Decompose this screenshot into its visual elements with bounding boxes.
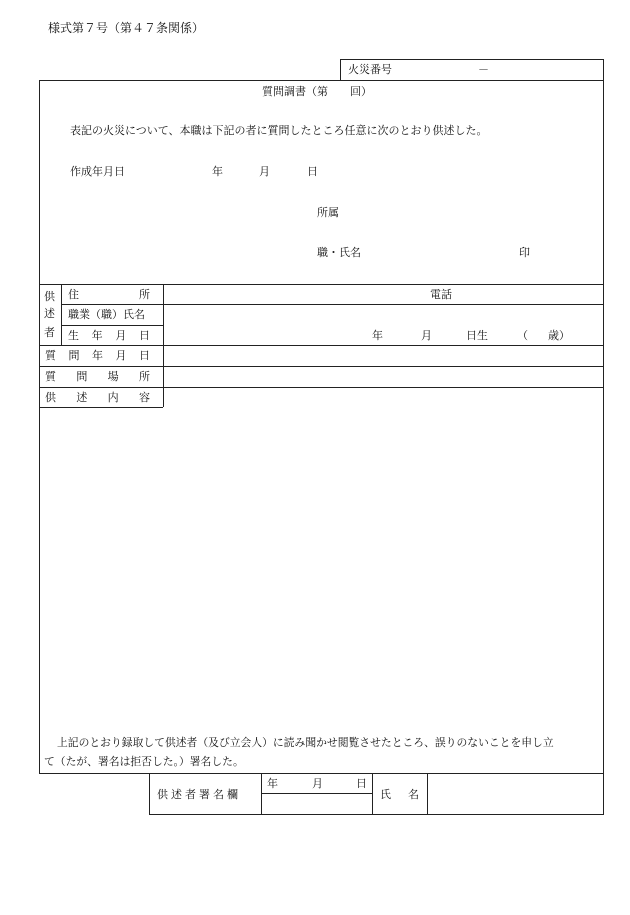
birth-label-char-4: 日 [138,329,150,342]
birth-day: 日生 [466,329,488,342]
table-top-line [39,284,604,285]
statement-char-3: 内 [107,391,119,404]
date-month: 月 [259,165,270,178]
occupation-bottom-line [61,325,163,326]
signature-date-line [261,793,372,794]
date-label: 作成年月日 [70,165,125,178]
respondent-side-char-1: 供 [44,290,55,303]
question-place-char-2: 問 [76,370,88,383]
signature-label: 供述者署名欄 [157,788,241,801]
signature-name-field[interactable] [428,774,603,814]
affiliation-label: 所属 [317,206,339,219]
date-year: 年 [212,165,223,178]
question-place-label [45,371,150,382]
question-place-char-3: 場 [107,370,119,383]
statement-char-2: 述 [76,391,88,404]
respondent-side-divider [61,284,62,345]
date-day: 日 [307,165,318,178]
closing-text-line-2: て（たが、署名は拒否した。）署名した。 [44,755,244,768]
question-date-label [45,350,150,361]
address-bottom-line [61,304,604,305]
birth-label-char-3: 月 [115,329,127,342]
statement-content-label [45,392,150,403]
respondent-side-char-2: 述 [44,307,55,320]
question-date-char-5: 日 [139,349,150,362]
signature-name-label [380,789,419,800]
signature-year: 年 [267,777,278,790]
birth-year: 年 [372,329,383,342]
age-open: （ [517,329,528,342]
signature-name-char-2: 名 [408,788,419,801]
question-place-bottom-line [39,387,604,388]
form-title: 様式第７号（第４７条関係） [48,21,205,35]
intro-statement: 表記の火災について、本職は下記の者に質問したところ任意に次のとおり供述した。 [70,124,488,137]
signature-day: 日 [356,777,367,790]
question-date-char-1: 質 [45,349,56,362]
signature-divider-1 [261,773,262,815]
birth-date-label [68,330,150,341]
birth-month: 月 [421,329,432,342]
signature-divider-2 [372,773,373,815]
question-place-char-1: 質 [45,370,56,383]
address-label-char-1: 住 [68,288,79,301]
main-frame [39,80,604,774]
fire-number-label: 火災番号 [348,63,392,76]
address-label [68,289,150,300]
birth-label-char-2: 年 [91,329,103,342]
address-label-char-2: 所 [139,288,150,301]
seal-mark: 印 [519,246,530,259]
statement-label-bottom-line [39,407,163,408]
closing-text-line-1: 上記のとおり録取して供述者（及び立会人）に読み聞かせ閲覧させたところ、誤りのないことを申し立 [57,736,554,749]
question-date-char-4: 月 [115,349,127,362]
label-column-divider [163,284,164,407]
fire-number-separator: － [478,63,489,76]
signature-month: 月 [312,777,323,790]
question-place-char-4: 所 [138,370,150,383]
statement-char-1: 供 [45,391,56,404]
birth-bottom-line [39,345,604,346]
title-name-label: 職・氏名 [317,246,361,259]
question-date-bottom-line [39,366,604,367]
occupation-name-label: 職業（職）氏名 [68,308,145,321]
signature-name-char-1: 氏 [380,788,391,801]
document-title: 質問調書（第 回） [262,85,372,98]
statement-char-4: 容 [138,391,150,404]
age-close: 歳） [548,329,570,342]
question-date-char-3: 年 [92,349,103,362]
respondent-side-char-3: 者 [44,326,55,339]
phone-label: 電話 [430,288,452,301]
question-date-char-2: 問 [68,349,80,362]
birth-label-char-1: 生 [68,329,79,342]
